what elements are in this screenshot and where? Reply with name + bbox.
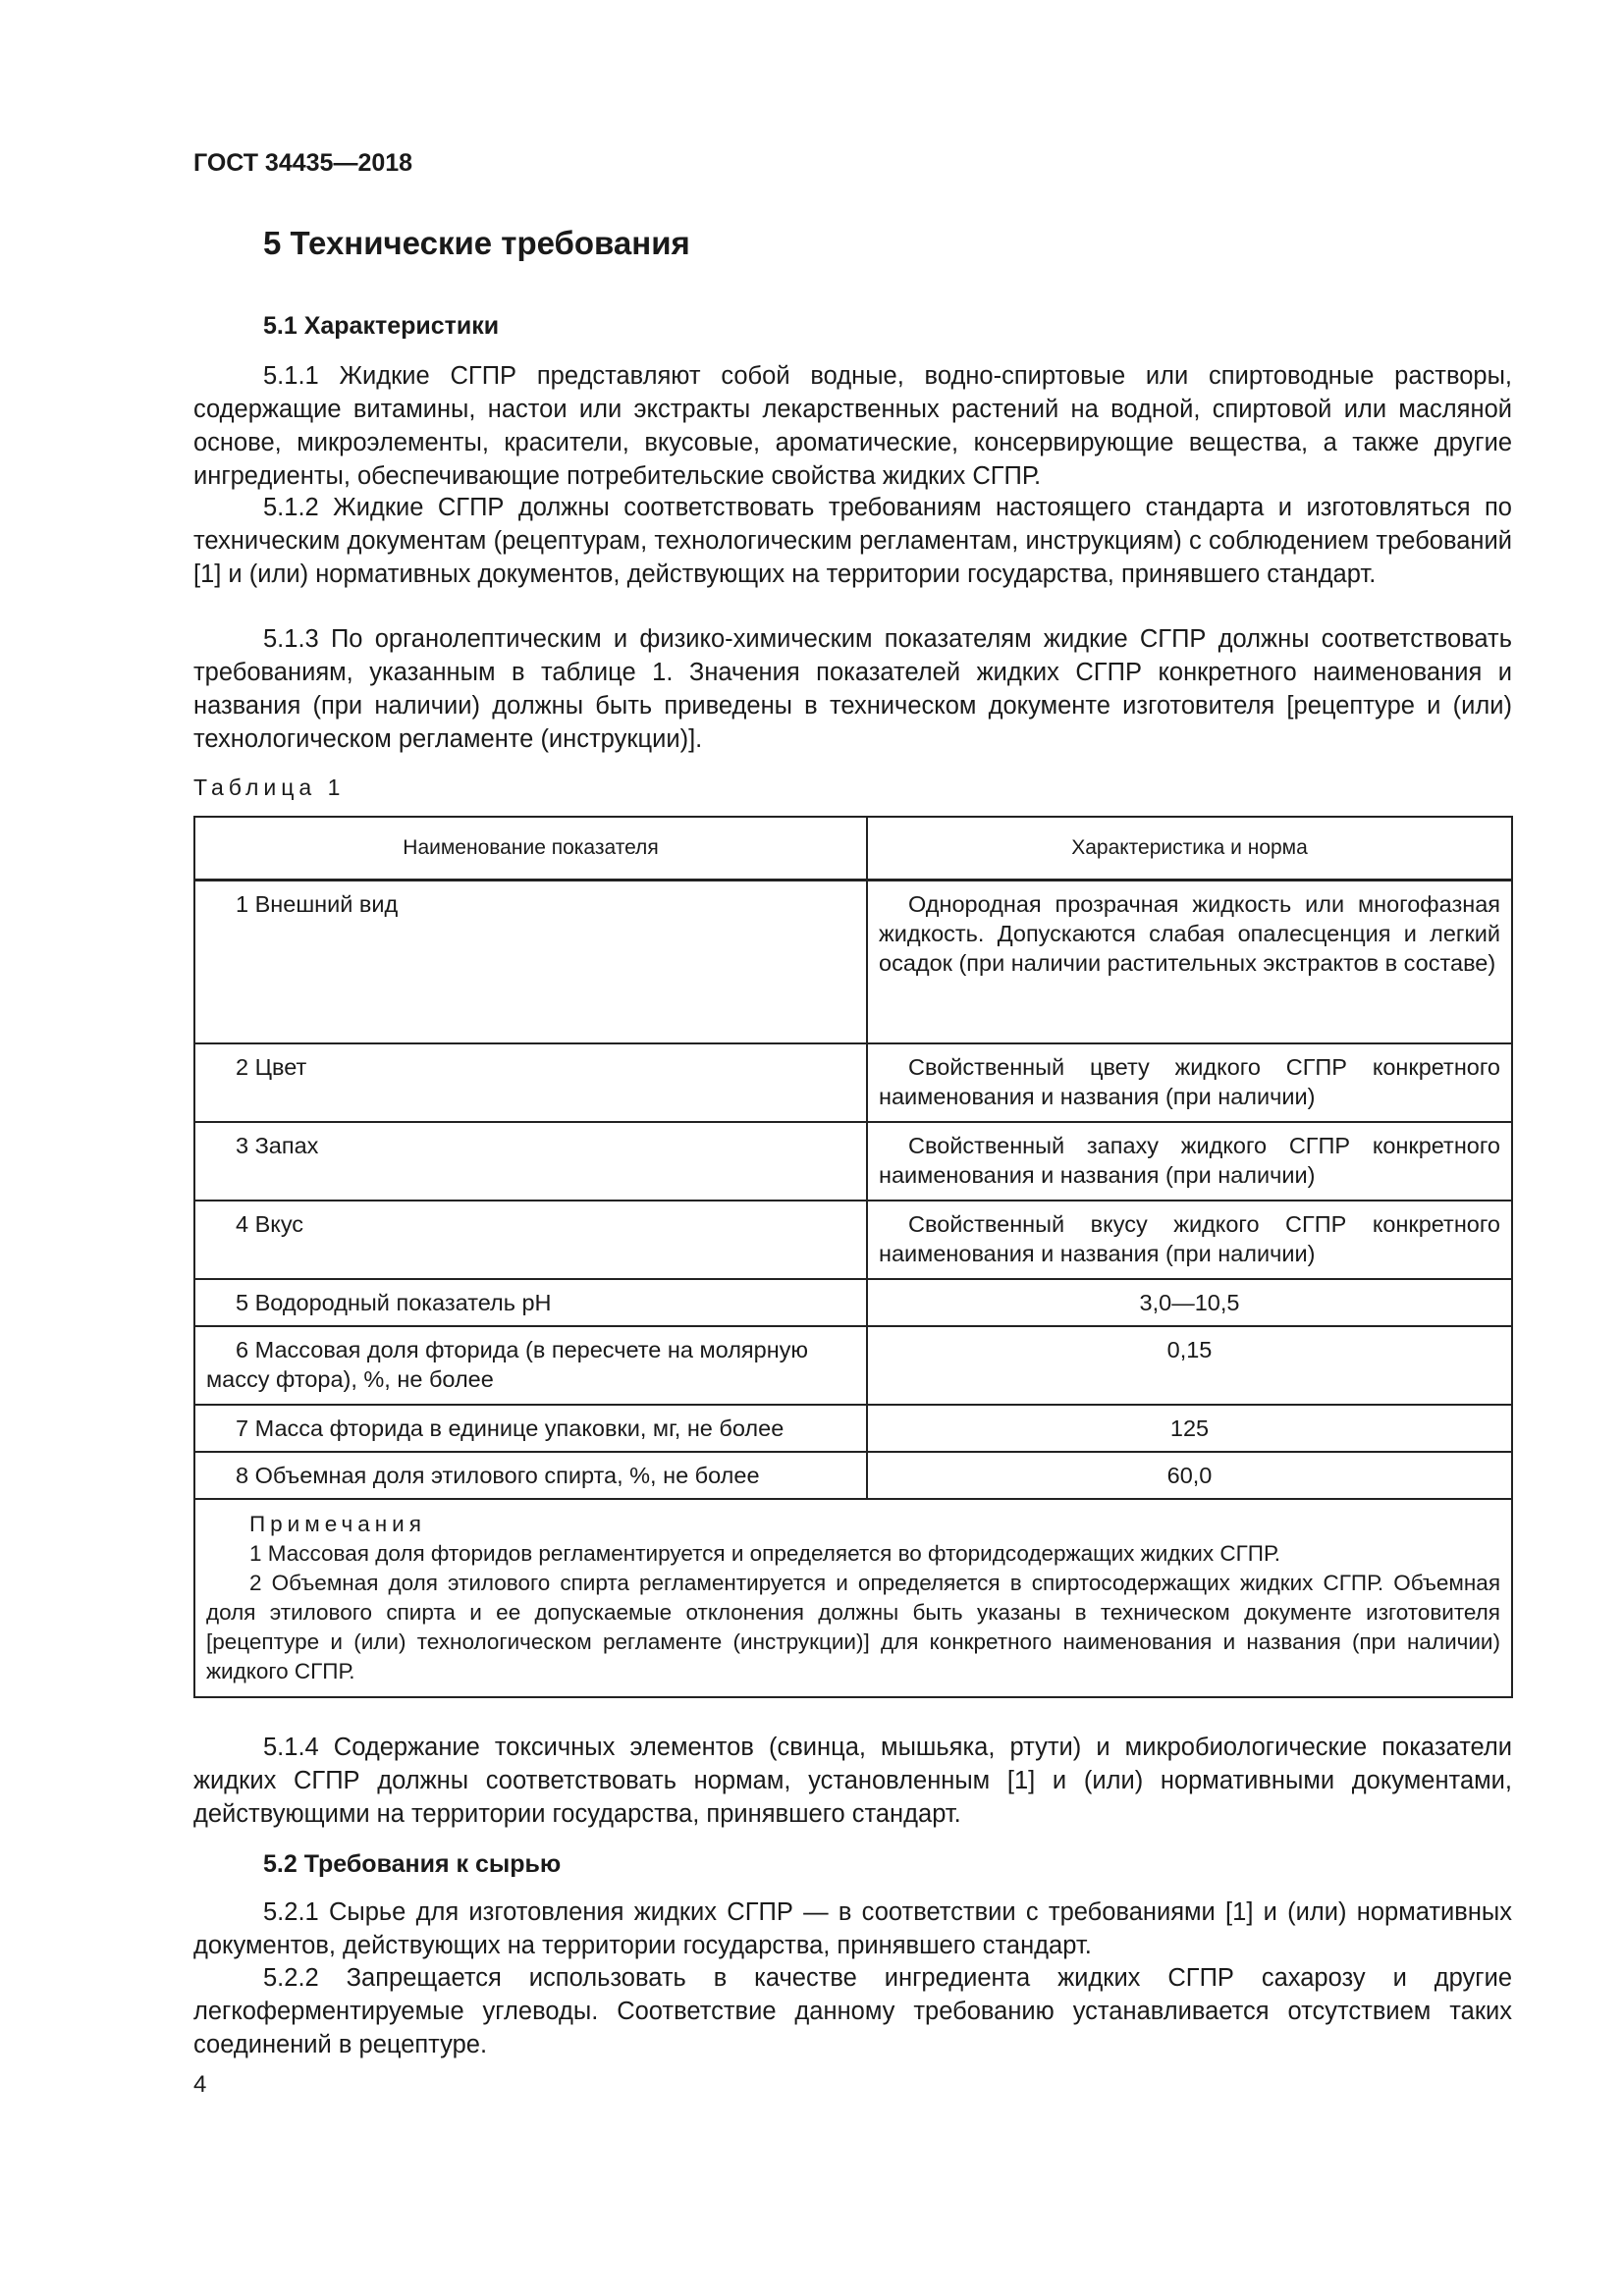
- indicator-norm: Свойственный цвету жидкого СГПР конкретного наименования и названия (при наличии): [867, 1043, 1512, 1122]
- indicator-norm: 125: [867, 1405, 1512, 1452]
- indicator-name: 4 Вкус: [194, 1201, 867, 1279]
- indicator-name: 6 Массовая доля фторида (в пересчете на молярную массу фтора), %, не более: [194, 1326, 867, 1405]
- column-header-norm: Характеристика и норма: [867, 817, 1512, 881]
- paragraph-5-1-1: 5.1.1 Жидкие СГПР представляют собой водные, водно-спиртовые или спиртоводные растворы, содержащие витамины, настои или экстракты лекарственных растений на водной, спиртовой или масляной основе, микроэлементы, красители, вкусовые, ароматические, консервирующие вещества, а также другие ингредиенты, обеспечивающие потребительские свойства жидких СГПР.: [193, 362, 1512, 490]
- indicator-name: 5 Водородный показатель рН: [194, 1279, 867, 1326]
- paragraph-5-1-4: 5.1.4 Содержание токсичных элементов (свинца, мышьяка, ртути) и микробиологические показатели жидких СГПР должны соответствовать нормам, установленным [1] и (или) нормативными документами, действующими на территории государства, принявшего стандарт.: [193, 1734, 1512, 1828]
- indicator-norm: Однородная прозрачная жидкость или многофазная жидкость. Допускаются слабая опалесценция и легкий осадок (при наличии растительных экстрактов в составе): [867, 881, 1512, 1043]
- indicator-norm: 3,0—10,5: [867, 1279, 1512, 1326]
- subsection-title-5-1: 5.1 Характеристики: [263, 312, 500, 340]
- paragraph-5-2-2: 5.2.2 Запрещается использовать в качестве ингредиента жидких СГПР сахарозу и другие легкоферментируемые углеводы. Соответствие данному требованию устанавливается отсутствием таких соединений в рецептуре.: [193, 1964, 1512, 2058]
- table-header-row: [194, 817, 1512, 881]
- table-caption: Таблица 1: [193, 774, 346, 800]
- indicator-name: 1 Внешний вид: [194, 881, 867, 1043]
- note-2: 2 Объемная доля этилового спирта регламентируется и определяется в спиртосодержащих жидких СГПР. Объемная доля этилового спирта и ее допускаемые отклонения должны быть указаны в техническом документе изготовителя [рецептуре и (или) технологическом регламенте (инструкции)] для конкретного наименования и названия (при наличии) жидкого СГПР.: [206, 1570, 1500, 1683]
- document-code: ГОСТ 34435—2018: [193, 149, 413, 177]
- table-row: [194, 881, 1512, 1043]
- indicator-norm: Свойственный вкусу жидкого СГПР конкретного наименования и названия (при наличии): [867, 1201, 1512, 1279]
- table-row: [194, 1043, 1512, 1122]
- subsection-title-5-2: 5.2 Требования к сырью: [263, 1850, 562, 1878]
- section-title: 5 Технические требования: [263, 225, 690, 261]
- table-row: [194, 1452, 1512, 1499]
- table-notes: [194, 1499, 1512, 1697]
- table-row: [194, 1326, 1512, 1405]
- indicator-name: 2 Цвет: [194, 1043, 867, 1122]
- table-row: [194, 1405, 1512, 1452]
- paragraph-5-1-2: 5.1.2 Жидкие СГПР должны соответствовать требованиям настоящего стандарта и изготовляться по техническим документам (рецептурам, технологическим регламентам, инструкциям) с соблюдением требований [1] и (или) нормативных документов, действующих на территории государства, принявшего стандарт.: [193, 494, 1512, 588]
- table-row: [194, 1279, 1512, 1326]
- indicator-norm: Свойственный запаху жидкого СГПР конкретного наименования и названия (при наличии): [867, 1122, 1512, 1201]
- note-1: 1 Массовая доля фторидов регламентируется и определяется во фторидсодержащих жидких СГПР.: [249, 1540, 1280, 1566]
- indicator-norm: 0,15: [867, 1326, 1512, 1405]
- page-number: 4: [193, 2071, 207, 2098]
- column-header-indicator: Наименование показателя: [194, 817, 867, 881]
- requirements-table: [193, 816, 1513, 1698]
- table-notes-row: [194, 1499, 1512, 1697]
- paragraph-5-2-1: 5.2.1 Сырье для изготовления жидких СГПР — в соответствии с требованиями [1] и (или) нормативных документов, действующих на территории государства, принявшего стандарт.: [193, 1898, 1512, 1959]
- indicator-norm: 60,0: [867, 1452, 1512, 1499]
- table-row: [194, 1201, 1512, 1279]
- paragraph-5-1-3: 5.1.3 По органолептическим и физико-химическим показателям жидкие СГПР должны соответствовать требованиям, указанным в таблице 1. Значения показателей жидких СГПР конкретного наименования и названия (при наличии) должны быть приведены в техническом документе изготовителя [рецептуре и (или) технологическом регламенте (инструкции)].: [193, 625, 1512, 753]
- notes-heading: Примечания: [249, 1511, 426, 1536]
- indicator-name: 7 Масса фторида в единице упаковки, мг, не более: [194, 1405, 867, 1452]
- indicator-name: 8 Объемная доля этилового спирта, %, не более: [194, 1452, 867, 1499]
- table-row: [194, 1122, 1512, 1201]
- indicator-name: 3 Запах: [194, 1122, 867, 1201]
